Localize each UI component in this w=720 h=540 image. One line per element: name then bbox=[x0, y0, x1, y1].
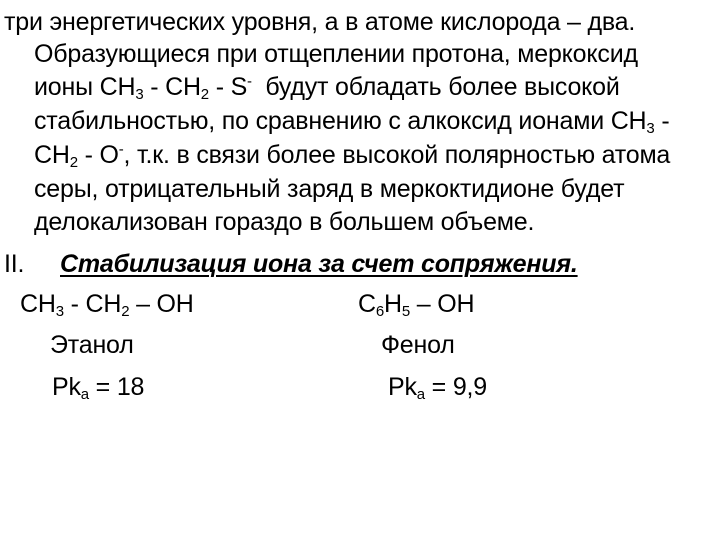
text: - CH bbox=[63, 290, 122, 318]
text: Pk bbox=[388, 373, 417, 401]
phenol-pka bbox=[388, 372, 487, 402]
paragraph-line-2: Образующиеся при отщеплении протона, меркоксид bbox=[34, 40, 638, 68]
subscript: 2 bbox=[121, 303, 130, 320]
text: - O bbox=[77, 141, 119, 169]
text: – OH bbox=[129, 290, 194, 318]
subscript: 3 bbox=[135, 86, 144, 103]
subscript: a bbox=[80, 386, 89, 403]
subscript: 3 bbox=[646, 120, 655, 137]
section-title: Стабилизация иона за счет сопряжения. bbox=[60, 250, 578, 278]
text: - bbox=[654, 107, 670, 135]
text: - CH bbox=[143, 73, 201, 101]
subscript: 6 bbox=[375, 303, 385, 320]
ethanol-formula bbox=[20, 289, 194, 319]
superscript: - bbox=[247, 73, 252, 90]
text: , т.к. в связи более высокой полярностью атома bbox=[123, 141, 671, 169]
ethanol-pka bbox=[52, 372, 144, 402]
text: C bbox=[358, 290, 376, 318]
text: = 9,9 bbox=[424, 373, 487, 401]
subscript: 2 bbox=[69, 154, 78, 171]
text: стабильностью, по сравнению с алкоксид ионами CH bbox=[34, 107, 647, 135]
text: CH bbox=[34, 141, 70, 169]
text: ионы CH bbox=[34, 73, 136, 101]
text: будут обладать более высокой bbox=[251, 73, 620, 101]
subscript: 5 bbox=[401, 303, 411, 320]
paragraph-line-7: делокализован гораздо в большем объеме. bbox=[34, 208, 535, 236]
text: – OH bbox=[410, 290, 475, 318]
text: = 18 bbox=[88, 373, 145, 401]
superscript: - bbox=[118, 141, 124, 158]
paragraph-line-1: три энергетических уровня, а в атоме кислорода – два. bbox=[4, 8, 636, 36]
ethanol-name: Этанол bbox=[50, 331, 134, 359]
paragraph-line-5 bbox=[34, 140, 670, 170]
paragraph-line-4 bbox=[34, 106, 669, 136]
text: - S bbox=[208, 73, 248, 101]
phenol-name: Фенол bbox=[381, 331, 455, 359]
subscript: 2 bbox=[200, 86, 209, 103]
section-number: II. bbox=[4, 250, 25, 278]
subscript: 3 bbox=[55, 303, 64, 320]
paragraph-line-6: серы, отрицательный заряд в меркоктидионе будет bbox=[34, 175, 625, 203]
phenol-formula bbox=[358, 289, 474, 319]
text: H bbox=[384, 290, 402, 318]
subscript: a bbox=[416, 386, 425, 403]
paragraph-line-3 bbox=[34, 72, 620, 102]
text: Pk bbox=[52, 373, 81, 401]
text: CH bbox=[20, 290, 56, 318]
